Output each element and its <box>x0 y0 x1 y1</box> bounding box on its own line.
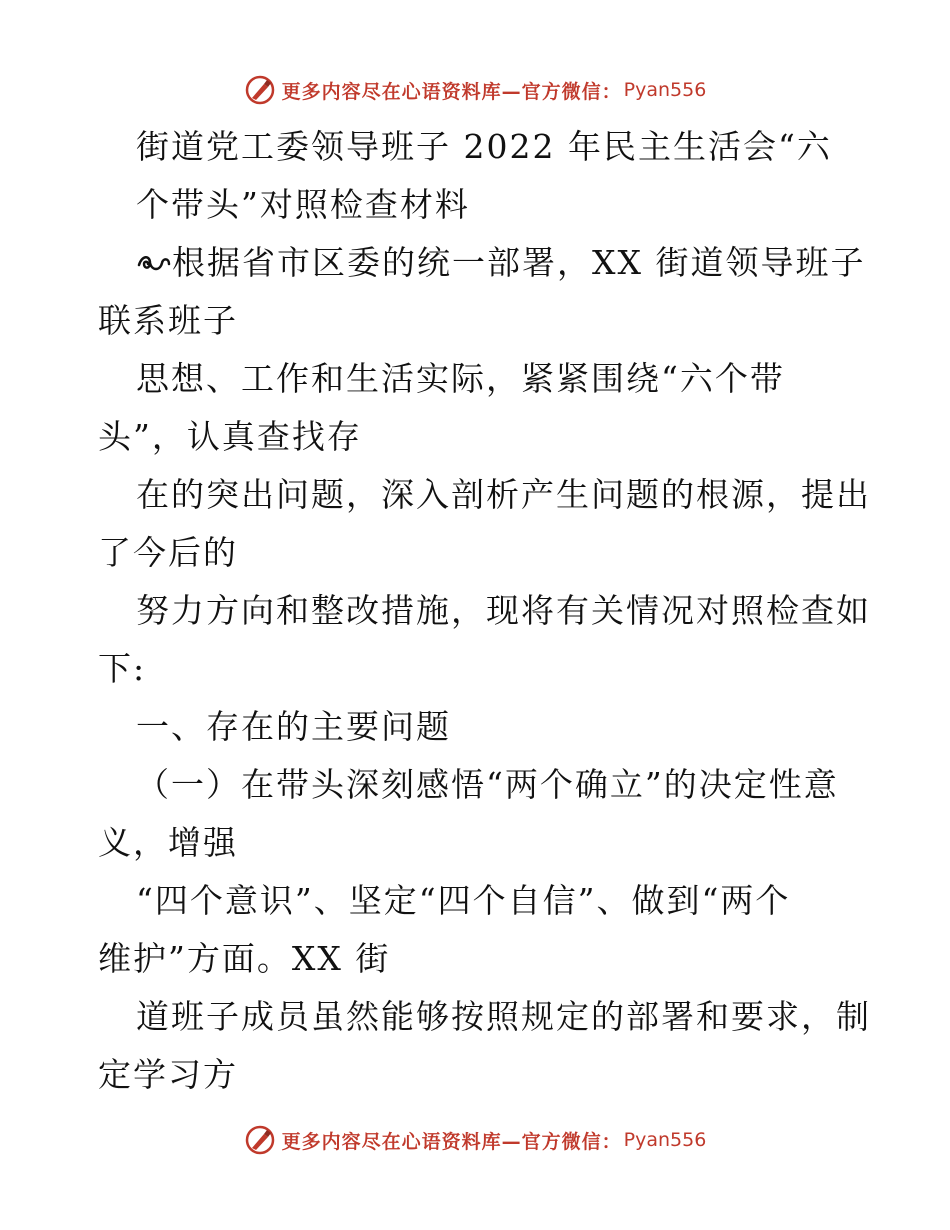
watermark-text: 更多内容尽在心语资料库—官方微信： <box>281 80 622 103</box>
document-title-line-1: 街道党工委领导班子 2022 年民主生活会“六 <box>136 127 832 166</box>
paragraph-line: 道班子成员虽然能够按照规定的部署和要求，制 <box>136 997 871 1036</box>
section-heading: 一、存在的主要问题 <box>136 707 451 746</box>
paragraph-line: “四个意识”、坚定“四个自信”、做到“两个 <box>136 881 791 920</box>
paragraph-line: 联系班子 <box>98 301 238 340</box>
watermark-id: Pyan556 <box>623 79 707 101</box>
document-body <box>98 118 871 1104</box>
paragraph-line: 维护”方面。XX 街 <box>98 939 391 978</box>
paragraph-line: 了今后的 <box>98 533 238 572</box>
paragraph-line: 头”，认真查找存 <box>98 417 362 456</box>
header-watermark <box>0 70 950 110</box>
paragraph-line <box>98 234 866 292</box>
paragraph-line: 思想、工作和生活实际，紧紧围绕“六个带 <box>136 359 785 398</box>
paragraph-line: 义，增强 <box>98 823 238 862</box>
pen-logo-icon <box>244 1124 276 1156</box>
document-title-line-2: 个带头”对照检查材料 <box>136 185 470 224</box>
paragraph-line: 定学习方 <box>98 1055 238 1094</box>
paragraph-line: 下: <box>98 649 147 688</box>
subsection-heading: （一）在带头深刻感悟“两个确立”的决定性意 <box>136 765 839 804</box>
footer-watermark <box>0 1120 950 1160</box>
ornament-icon <box>136 249 172 277</box>
paragraph-line: 在的突出问题，深入剖析产生问题的根源，提出 <box>136 475 871 514</box>
paragraph-text: 根据省市区委的统一部署，XX 街道领导班子 <box>172 243 866 282</box>
watermark-id: Pyan556 <box>623 1129 707 1151</box>
paragraph-line: 努力方向和整改措施，现将有关情况对照检查如 <box>136 591 871 630</box>
pen-logo-icon <box>244 74 276 106</box>
watermark-text: 更多内容尽在心语资料库—官方微信： <box>281 1130 622 1153</box>
